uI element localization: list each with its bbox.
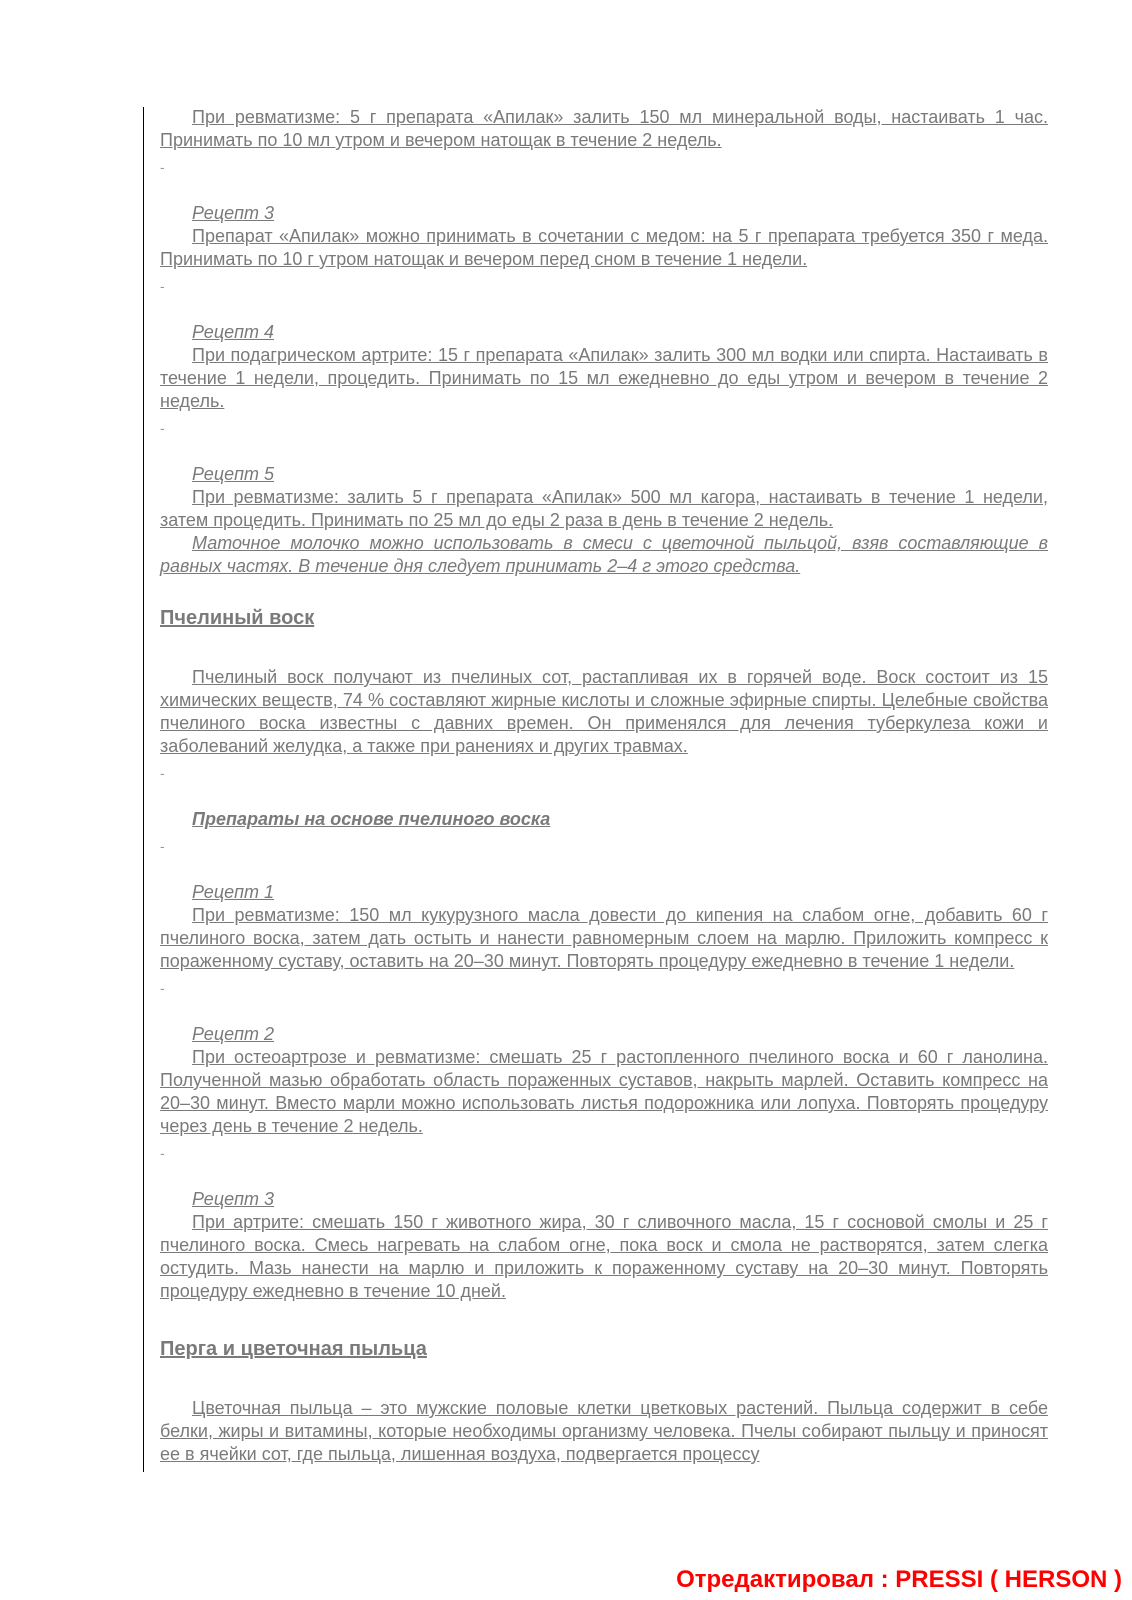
apilak-recipe-2-text: При ревматизме: 5 г препарата «Апилак» залить 150 мл минеральной воды, настаивать 1 час. Принимать по 10 мл утром и вечером натощак в течение 2 недель. [160,107,1048,150]
separator-dash: - [160,278,165,294]
apilak-recipe-3-title: Рецепт 3 [192,203,275,223]
wax-recipe-2-title: Рецепт 2 [192,1024,275,1044]
apilak-recipe-3-text: Препарат «Апилак» можно принимать в сочетании с медом: на 5 г препарата требуется 350 г меда. Принимать по 10 г утром натощак и вечером перед сном в течение 1 недели. [160,226,1048,269]
apilak-recipe-5-title: Рецепт 5 [192,464,275,484]
perga-heading: Перга и цветочная пыльца [160,1338,427,1360]
wax-recipe-3-title: Рецепт 3 [192,1189,275,1209]
separator-dash: - [160,838,165,854]
wax-recipe-1-title: Рецепт 1 [192,882,275,902]
separator-dash: - [160,765,165,781]
wax-subheading: Препараты на основе пчелиного воска [192,809,551,829]
wax-recipe-2-text: При остеоартрозе и ревматизме: смешать 25 г растопленного пчелиного воска и 60 г ланолина. Полученной мазью обработать область пораженных суставов, накрыть марлей. Оставить компресс на 20–30 минут. Вместо марли можно использовать листья подорожника или лопуха. Повторять процедуру через день в течение 2 недель. [160,1047,1048,1136]
margin-bar [143,107,144,1472]
apilak-recipe-4-title: Рецепт 4 [192,322,275,342]
separator-dash: - [160,159,165,175]
separator-dash: - [160,980,165,996]
separator-dash: - [160,1145,165,1161]
apilak-recipe-4-text: При подагрическом артрите: 15 г препарата «Апилак» залить 300 мл водки или спирта. Настаивать в течение 1 недели, процедить. Принимать по 15 мл ежедневно до еды утром и вечером в течение 2 недель. [160,345,1048,411]
wax-recipe-1-text: При ревматизме: 150 мл кукурузного масла довести до кипения на слабом огне, добавить 60 г пчелиного воска, затем дать остыть и нанести равномерным слоем на марлю. Приложить компресс к пораженному суставу, оставить на 20–30 минут. Повторять процедуру ежедневно в течение 1 недели. [160,905,1048,971]
wax-recipe-3-text: При артрите: смешать 150 г животного жира, 30 г сливочного масла, 15 г сосновой смолы и 25 г пчелиного воска. Смесь нагревать на слабом огне, пока воск и смола не растворятся, затем слегка остудить. Мазь нанести на марлю и приложить к пораженному суставу на 20–30 минут. Повторять процедуру ежедневно в течение 10 дней. [160,1212,1048,1301]
perga-intro: Цветочная пыльца – это мужские половые клетки цветковых растений. Пыльца содержит в себе белки, жиры и витамины, которые необходимы организму человека. Пчелы собирают пыльцу и приносят ее в ячейки сот, где пыльца, лишенная воздуха, подвергается процессу [160,1398,1048,1464]
royal-jelly-note: Маточное молочко можно использовать в смеси с цветочной пыльцой, взяв составляющие в равных частях. В течение дня следует принимать 2–4 г этого средства. [160,533,1048,576]
separator-dash: - [160,420,165,436]
editor-watermark: Отредактировал : PRESSI ( HERSON ) [676,1566,1122,1593]
wax-heading: Пчелиный воск [160,607,315,629]
document-body [160,106,1048,1466]
apilak-recipe-5-text: При ревматизме: залить 5 г препарата «Апилак» 500 мл кагора, настаивать в течение 1 недели, затем процедить. Принимать по 25 мл до еды 2 раза в день в течение 2 недель. [160,487,1048,530]
wax-intro: Пчелиный воск получают из пчелиных сот, растапливая их в горячей воде. Воск состоит из 15 химических веществ, 74 % составляют жирные кислоты и сложные эфирные спирты. Целебные свойства пчелиного воска известны с давних времен. Он применялся для лечения туберкулеза кожи и заболеваний желудка, а также при ранениях и других травмах. [160,667,1048,756]
